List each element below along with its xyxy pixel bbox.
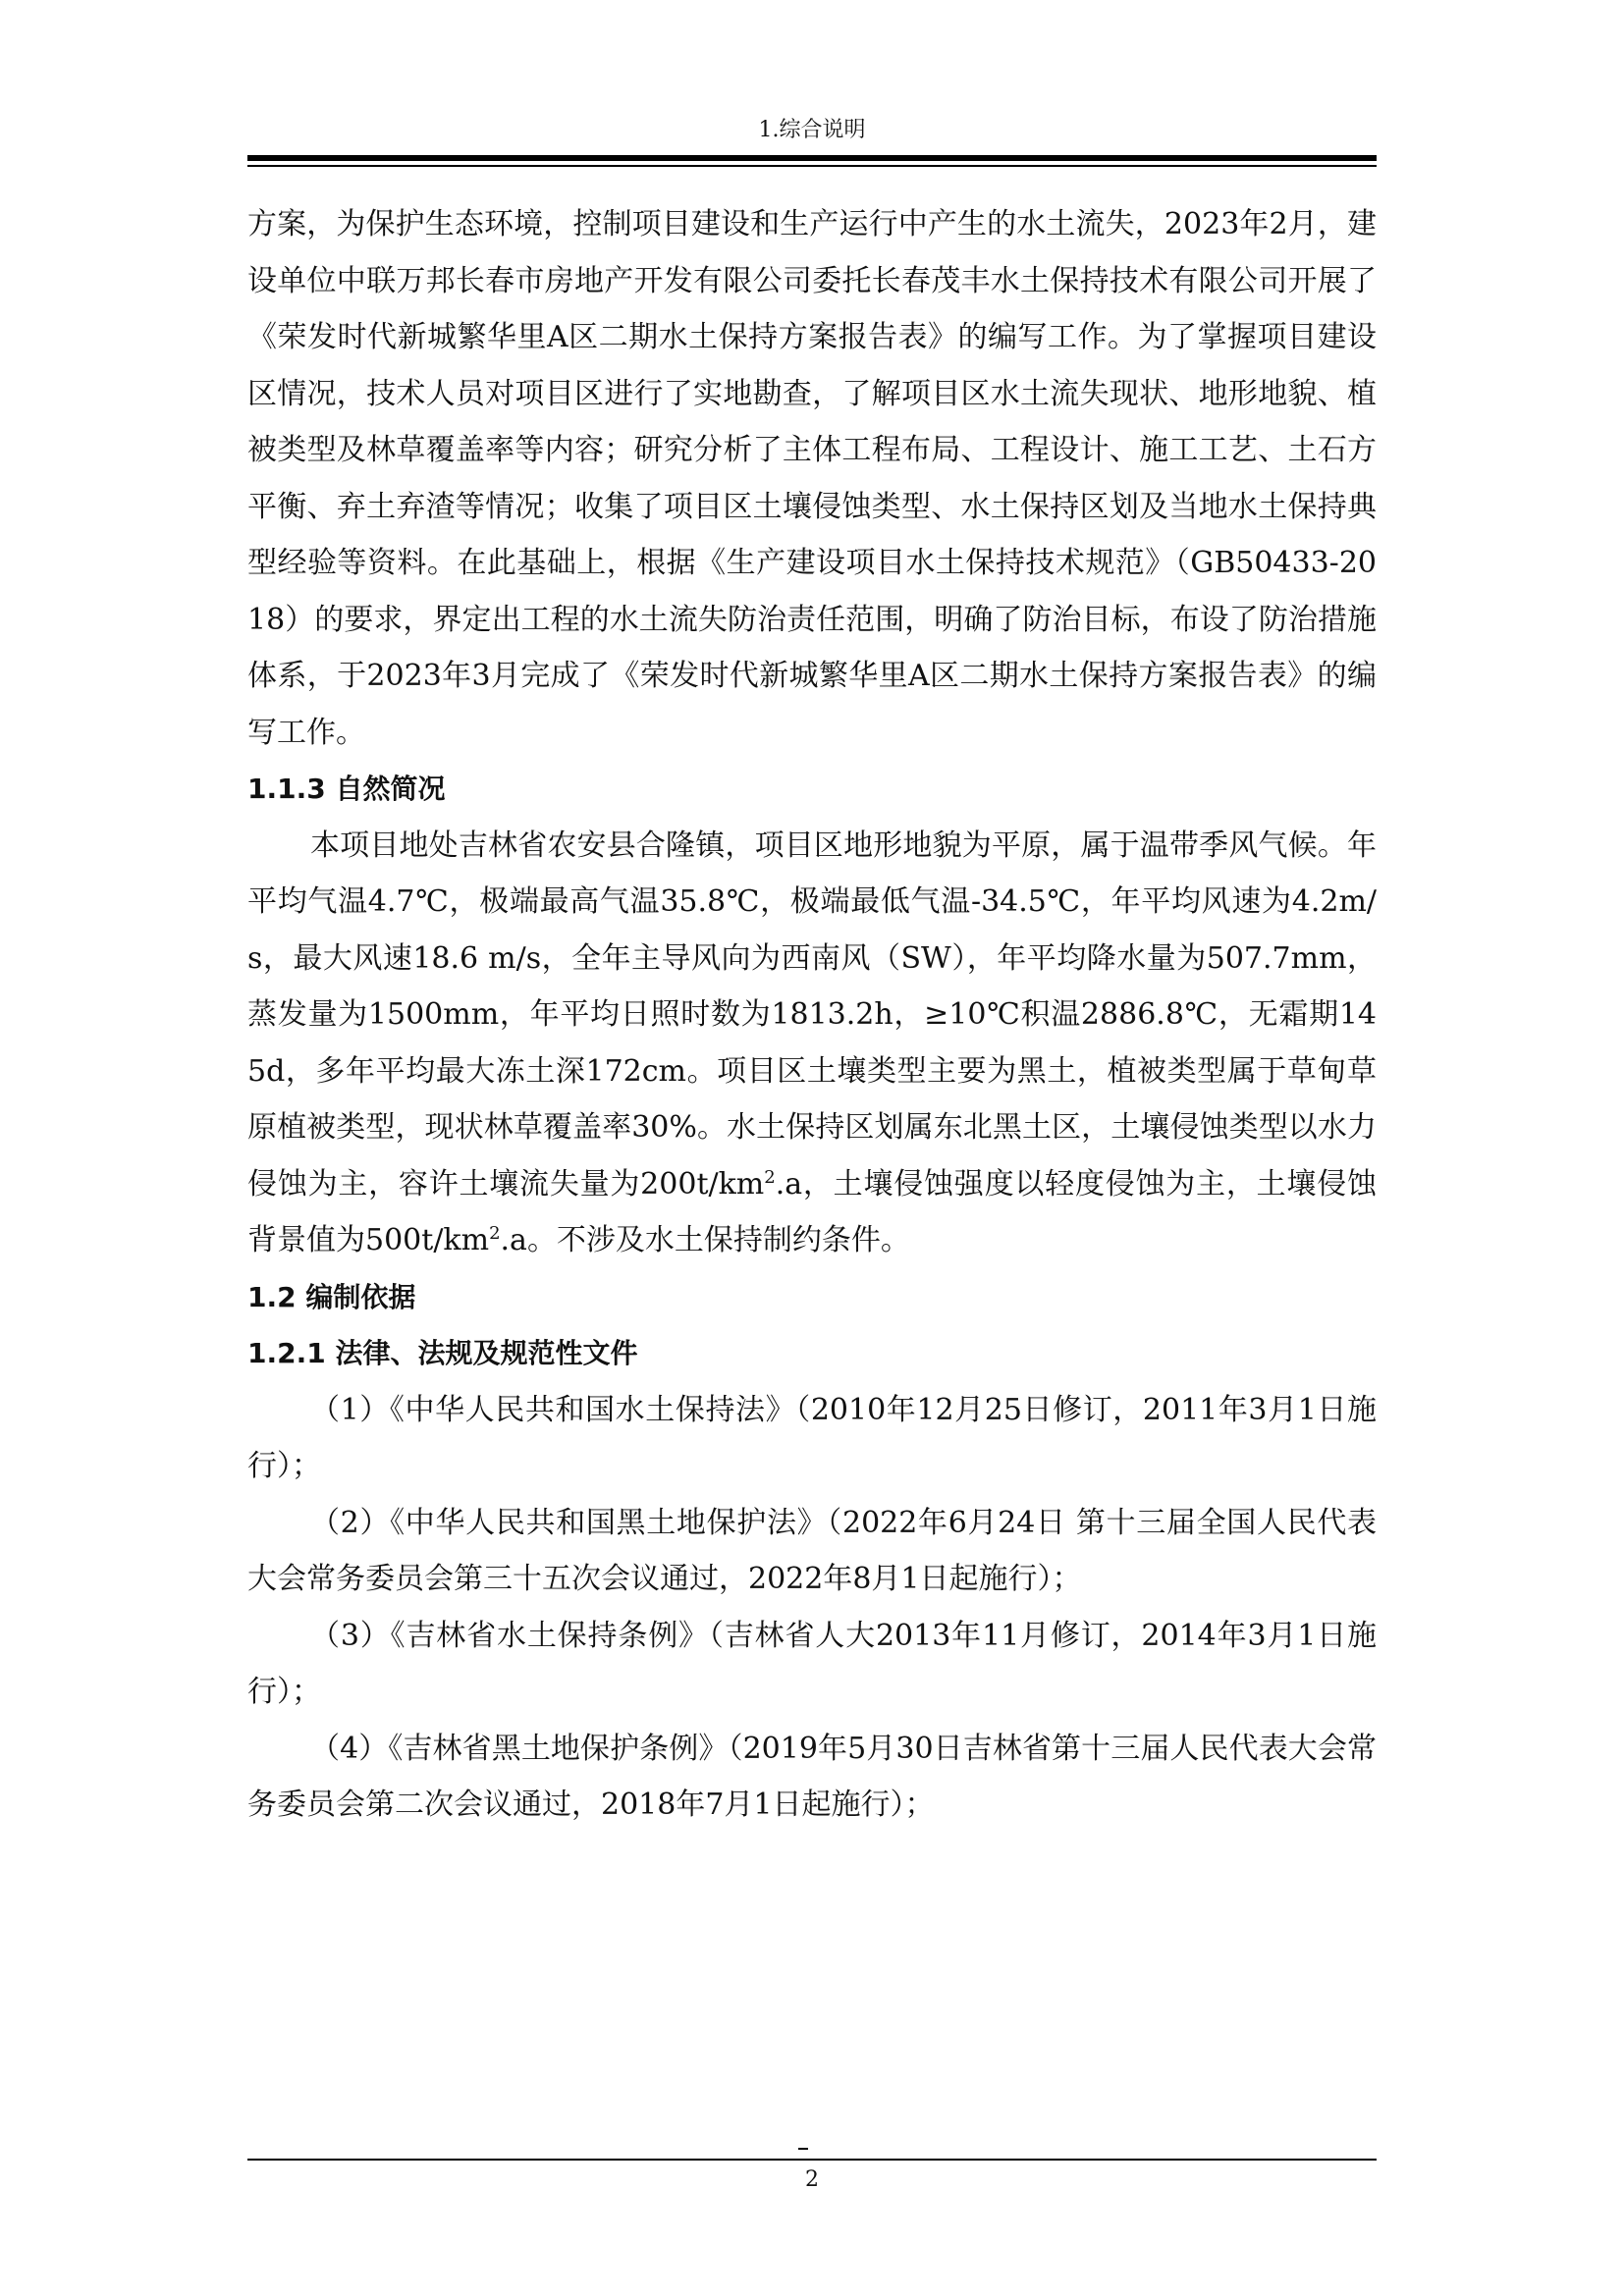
page-header-title: 1.综合说明 (758, 118, 866, 142)
paragraph-background: 方案，为保护生态环境，控制项目建设和生产运行中产生的水土流失，2023年2月，建设单位中联万邦长春市房地产开发有限公司委托长春茂丰水土保持技术有限公司开展了《荣发时代新城繁华里A区二期水土保持方案报告表》的编写工作。为了掌握项目建设区情况，技术人员对项目区进行了实地勘查，了解项目区水土流失现状、地形地貌、植被类型及林草覆盖率等内容；研究分析了主体工程布局、工程设计、施工工艺、土石方平衡、弃土弃渣等情况；收集了项目区土壤侵蚀类型、水土保持区划及当地水土保持典型经验等资料。在此基础上，根据《生产建设项目水土保持技术规范》（GB50433-2018）的要求，界定出工程的水土流失防治责任范围，明确了防治目标，布设了防治措施体系，于2023年3月完成了《荣发时代新城繁华里A区二期水土保持方案报告表》的编写工作。 (247, 207, 1377, 750)
heading-1-2: 1.2 编制依据 (247, 1280, 416, 1313)
superscript-2: 2 (764, 1166, 776, 1188)
list-item-2: （2）《中华人民共和国黑土地保护法》（2022年6月24日 第十三届全国人民代表大会常务委员会第三十五次会议通过，2022年8月1日起施行）； (247, 1505, 1377, 1596)
list-item-3: （3）《吉林省水土保持条例》（吉林省人大2013年11月修订，2014年3月1日施行）； (247, 1618, 1377, 1709)
body-text (247, 196, 1377, 1834)
header-rule-thin (247, 165, 1377, 167)
footer-mark (798, 2148, 808, 2150)
heading-1-2-1: 1.2.1 法律、法规及规范性文件 (247, 1337, 638, 1369)
natural-conditions-text-a: 本项目地处吉林省农安县合隆镇，项目区地形地貌为平原，属于温带季风气候。年平均气温4.7℃，极端最高气温35.8℃，极端最低气温-34.5℃，年平均风速为4.2m/s，最大风速18.6 m/s，全年主导风向为西南风（SW），年平均降水量为507.7mm，蒸发量为1500mm，年平均日照时数为1813.2h，≥10℃积温2886.8℃，无霜期145d，多年平均最大冻土深172cm。项目区土壤类型主要为黑土，植被类型属于草甸草原植被类型，现状林草覆盖率30%。水土保持区划属东北黑土区，土壤侵蚀类型以水力侵蚀为主，容许土壤流失量为200t/km (247, 828, 1377, 1201)
heading-1-1-3: 1.1.3 自然简况 (247, 773, 446, 805)
natural-conditions-text-b: .a，土壤侵蚀强度以轻度侵蚀为主，土壤侵蚀背景值为500t/km (247, 1166, 1377, 1257)
list-item-1: （1）《中华人民共和国水土保持法》（2010年12月25日修订，2011年3月1日施行）； (247, 1392, 1377, 1483)
paragraph-natural-conditions (247, 818, 1377, 1269)
list-item-4: （4）《吉林省黑土地保护条例》（2019年5月30日吉林省第十三届人民代表大会常务委员会第二次会议通过，2018年7月1日起施行）； (247, 1731, 1377, 1822)
page-number: 2 (805, 2167, 819, 2192)
superscript-2: 2 (489, 1223, 501, 1244)
header-rule-thick (247, 155, 1377, 161)
footer-rule (247, 2159, 1377, 2161)
natural-conditions-text-c: .a。不涉及水土保持制约条件。 (500, 1223, 910, 1257)
